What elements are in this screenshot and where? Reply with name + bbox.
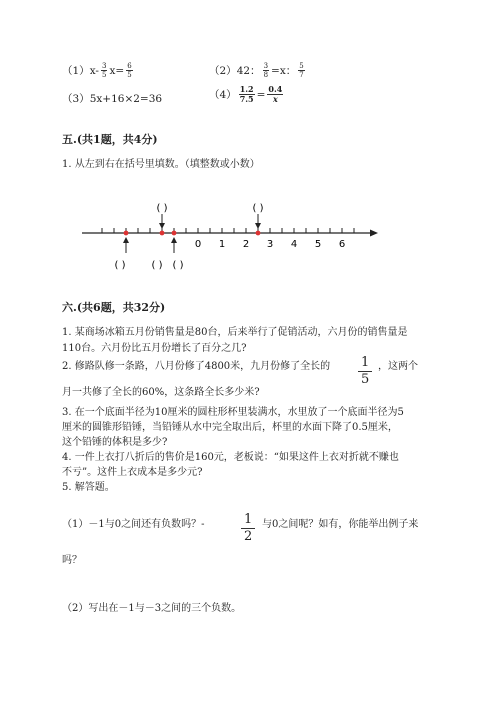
sub-question-1-end: 吗？ xyxy=(62,555,82,566)
sub-question-1-start: （1）－1与0之间还有负数吗？- xyxy=(62,519,205,530)
question-1-line-2: 110台。六月份比五月份增长了百分之几? xyxy=(62,343,247,354)
question-3-line-2: 厘米的圆锥形铅锤，当铅锤从水中完全取出后，杯里的水面下降了0.5厘米， xyxy=(62,422,398,433)
answer-blank: ( ) xyxy=(156,203,168,214)
up-arrow-icon xyxy=(123,237,129,243)
fraction: $\frac{0.4}{x}$ xyxy=(268,84,283,104)
tick-label: 5 xyxy=(314,239,322,250)
equation-label: （2） xyxy=(209,65,237,77)
number-line-figure xyxy=(60,195,390,280)
question-3-line-1: 3. 在一个底面半径为10厘米的圆柱形杯里装满水，水里放了一个底面半径为5 xyxy=(62,407,404,418)
down-arrow-icon xyxy=(255,223,261,229)
question-text: 1. 从左到右在括号里填数。（填整数或小数） xyxy=(62,159,260,170)
equation-text: x- xyxy=(89,64,99,77)
up-arrow-icon xyxy=(171,237,177,243)
question-4-line-1: 4. 一件上衣打八折后的售价是160元，老板说：“如果这件上衣对折就不赚也 xyxy=(62,452,399,463)
question-5: 5. 解答题。 xyxy=(62,482,115,493)
point-marker xyxy=(256,231,261,236)
equation-3 xyxy=(62,91,162,106)
equation-text: x= xyxy=(109,64,125,77)
tick-marks xyxy=(102,228,354,233)
point-marker xyxy=(124,231,129,236)
point-marker xyxy=(160,231,165,236)
equation-label: （3） xyxy=(62,93,90,105)
answer-blank: ( ) xyxy=(151,260,163,271)
section-6-title: 六.(共6题，共32分) xyxy=(62,301,166,314)
question-2-line-1-end: ，这两个 xyxy=(378,361,418,372)
tick-label: 2 xyxy=(242,239,250,250)
fraction: $\frac{5}{7}$ xyxy=(299,62,304,79)
tick-label: 4 xyxy=(290,239,298,250)
question-1-line-1: 1. 某商场冰箱五月份销售量是80台，后来举行了促销活动，六月份的销售量是 xyxy=(62,327,408,338)
equation-text: = xyxy=(256,88,266,101)
equation-text: 42： xyxy=(236,65,261,77)
question-2-line-2: 月一共修了全长的60%，这条路全长多少米? xyxy=(62,387,260,398)
answer-blank: ( ) xyxy=(114,260,126,271)
tick-label: 0 xyxy=(194,239,202,250)
fraction: $\frac{6}{5}$ xyxy=(127,62,132,79)
sub-question-1-middle: 与0之间呢？如有，你能举出例子来 xyxy=(262,519,419,530)
answer-blank: ( ) xyxy=(172,260,184,271)
tick-label: 1 xyxy=(218,239,226,250)
fraction: $\frac{1}{2}$ xyxy=(241,512,255,545)
down-arrow-icon xyxy=(159,223,165,229)
equation-label: （4） xyxy=(209,89,237,101)
point-marker xyxy=(172,231,177,236)
section-5-title: 五.(共1题，共4分) xyxy=(62,133,158,146)
fraction: $\frac{3}{8}$ xyxy=(263,62,269,79)
fraction: $\frac{1}{5}$ xyxy=(358,355,372,388)
fraction: $\frac{1.2}{7.5}$ xyxy=(239,84,254,104)
question-2-line-1: 2. 修路队修一条路，八月份修了4800米，九月份修了全长的 xyxy=(62,361,331,372)
fraction: $\frac{3}{5}$ xyxy=(101,62,107,79)
equation-label: （1） xyxy=(62,65,90,77)
arrowhead-icon xyxy=(370,230,378,237)
question-3-line-3: 这个铅锤的体积是多少? xyxy=(62,437,168,448)
sub-question-2: （2）写出在－1与－3之间的三个负数。 xyxy=(62,603,242,614)
equation-2 xyxy=(209,62,307,79)
equation-4 xyxy=(209,85,285,104)
answer-blank: ( ) xyxy=(252,203,264,214)
tick-label: 3 xyxy=(266,239,274,250)
tick-label: 6 xyxy=(338,239,346,250)
question-4-line-2: 不亏”。这件上衣成本是多少元? xyxy=(62,467,203,478)
equation-text: =x： xyxy=(271,65,297,77)
equation-1 xyxy=(62,62,135,79)
equation-text: 5x+16×2=36 xyxy=(89,92,163,105)
